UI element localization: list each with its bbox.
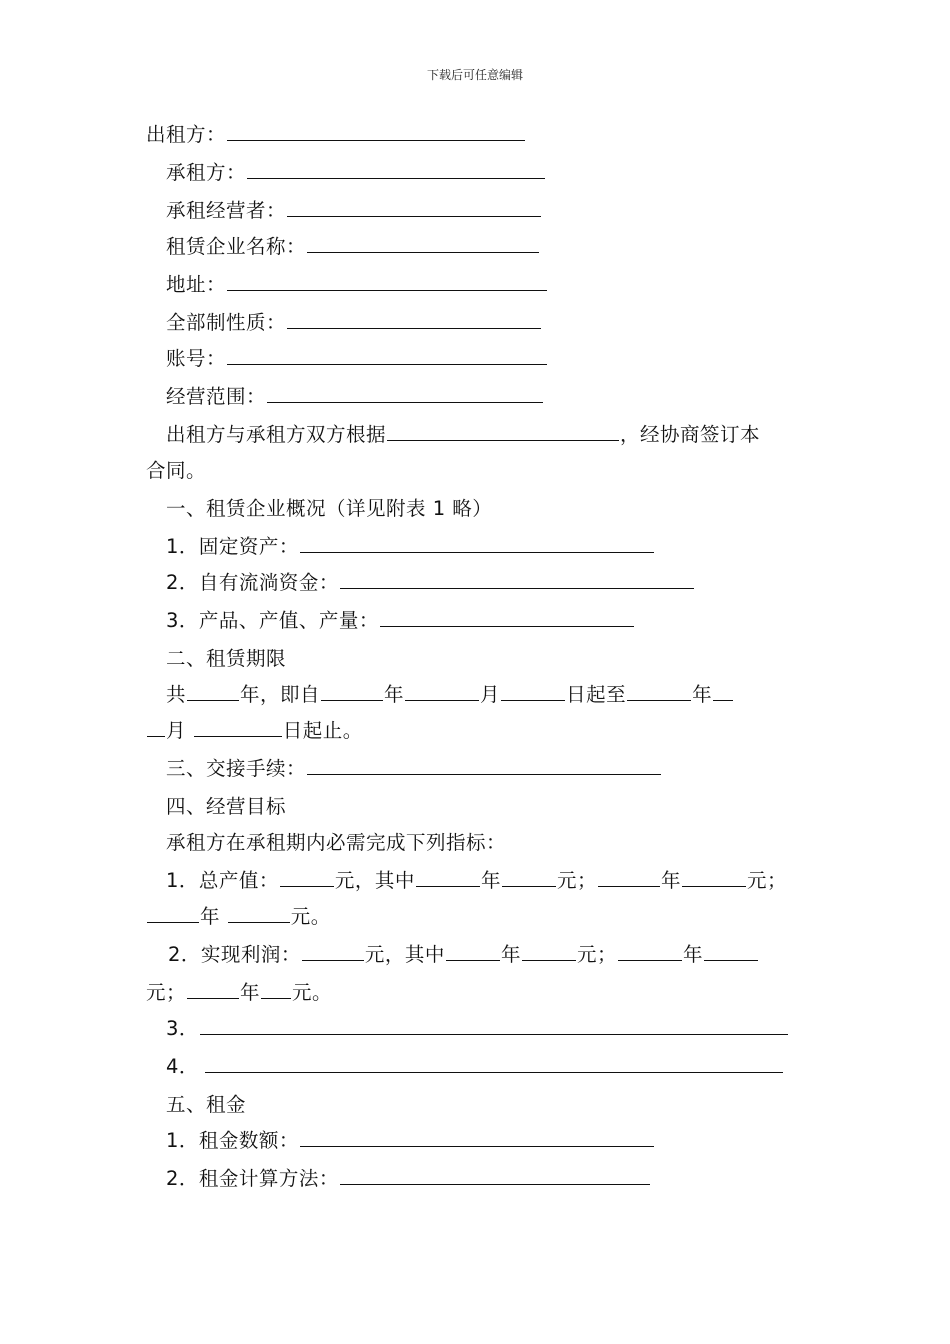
term-text-month: 月 — [480, 683, 501, 706]
working-capital-blank[interactable] — [340, 568, 694, 589]
profit-amount1-blank[interactable] — [522, 940, 576, 961]
section-5-heading: 五、租金 — [166, 1093, 247, 1116]
rent-amount-label: 1．租金数额： — [166, 1129, 299, 1152]
output-text-yuan2: 元； — [746, 869, 787, 892]
output-amount3-blank[interactable] — [228, 902, 290, 923]
rent-method-blank[interactable] — [340, 1164, 650, 1185]
scope-blank[interactable] — [267, 382, 543, 403]
end-month-blank-part1[interactable] — [713, 680, 733, 701]
target-3-line — [166, 1014, 789, 1044]
target-3-blank[interactable] — [200, 1014, 788, 1035]
profit-text-year2: 年 — [682, 943, 703, 966]
term-line-2 — [146, 716, 363, 746]
basis-line — [166, 420, 760, 450]
rent-amount-blank[interactable] — [300, 1126, 654, 1147]
address-blank[interactable] — [227, 270, 547, 291]
term-text-year: 年 — [384, 683, 405, 706]
rent-method-label: 2．租金计算方法： — [166, 1167, 339, 1190]
output-year2-blank[interactable] — [598, 866, 660, 887]
operator-line — [166, 196, 542, 226]
target-4-blank[interactable] — [205, 1052, 783, 1073]
output-text-year1: 年 — [480, 869, 501, 892]
lessor-line — [146, 120, 526, 150]
profit-text-yuan2: 元； — [146, 981, 187, 1004]
profit-amount3-blank[interactable] — [261, 978, 291, 999]
target-3-label: 3． — [166, 1017, 199, 1040]
start-year-blank[interactable] — [321, 680, 383, 701]
profit-year1-blank[interactable] — [446, 940, 500, 961]
profit-text-of-which: 元，其中 — [364, 943, 445, 966]
profit-amount2-blank[interactable] — [704, 940, 758, 961]
output-text-yuan3: 元。 — [290, 905, 331, 928]
company-name-label: 租赁企业名称： — [166, 235, 307, 258]
targets-intro: 承租方在承租期内必需完成下列指标： — [166, 831, 507, 854]
term-text-from: 年，即自 — [240, 683, 321, 706]
lessee-line — [166, 158, 546, 188]
account-blank[interactable] — [227, 344, 547, 365]
lessor-blank[interactable] — [227, 120, 525, 141]
scope-label: 经营范围： — [166, 385, 267, 408]
profit-total-blank[interactable] — [302, 940, 364, 961]
rent-amount-line — [166, 1126, 655, 1156]
operator-blank[interactable] — [287, 196, 541, 217]
start-month-blank[interactable] — [405, 680, 479, 701]
address-label: 地址： — [166, 273, 227, 296]
end-day-blank[interactable] — [194, 716, 282, 737]
products-label: 3．产品、产值、产量： — [166, 609, 379, 632]
term-text-total: 共 — [166, 683, 187, 706]
basis-text-end: ，经协商签订本 — [620, 423, 761, 446]
ownership-line — [166, 308, 542, 338]
basis-blank[interactable] — [387, 420, 619, 441]
profit-text-year1: 年 — [500, 943, 521, 966]
profit-line-2 — [146, 978, 332, 1008]
ownership-blank[interactable] — [287, 308, 541, 329]
account-line — [166, 344, 548, 374]
lessee-label: 承租方： — [166, 161, 247, 184]
profit-year3-blank[interactable] — [187, 978, 239, 999]
term-text-month-2: 月 — [166, 719, 187, 742]
term-years-blank[interactable] — [187, 680, 239, 701]
operator-label: 承租经营者： — [166, 199, 287, 222]
lessee-blank[interactable] — [247, 158, 545, 179]
fixed-assets-blank[interactable] — [300, 532, 654, 553]
target-4-label: 4． — [166, 1055, 199, 1078]
section-2-heading: 二、租赁期限 — [166, 647, 287, 670]
output-value-line-2 — [146, 902, 331, 932]
handover-label: 三、交接手续： — [166, 757, 307, 780]
products-line — [166, 606, 635, 636]
output-year3-blank[interactable] — [147, 902, 199, 923]
basis-text: 出租方与承租方双方根据 — [166, 423, 387, 446]
profit-text-yuan1: 元； — [576, 943, 617, 966]
output-text-of-which: 元，其中 — [334, 869, 415, 892]
output-text-year2: 年 — [660, 869, 681, 892]
output-value-label: 1．总产值： — [166, 869, 279, 892]
profit-line-1 — [168, 940, 759, 970]
working-capital-label: 2．自有流淌资金： — [166, 571, 339, 594]
output-value-line-1 — [166, 866, 787, 896]
output-text-yuan1: 元； — [556, 869, 597, 892]
handover-blank[interactable] — [307, 754, 661, 775]
profit-year2-blank[interactable] — [618, 940, 682, 961]
target-4-line — [166, 1052, 784, 1082]
profit-label: 2．实现利润： — [168, 943, 301, 966]
fixed-assets-label: 1．固定资产： — [166, 535, 299, 558]
fixed-assets-line — [166, 532, 655, 562]
products-blank[interactable] — [380, 606, 634, 627]
end-year-blank[interactable] — [627, 680, 691, 701]
account-label: 账号： — [166, 347, 227, 370]
company-name-line — [166, 232, 540, 262]
term-line-1 — [166, 680, 734, 710]
term-text-end: 日起止。 — [282, 719, 363, 742]
profit-text-yuan3: 元。 — [292, 981, 333, 1004]
output-text-year3: 年 — [200, 905, 221, 928]
output-amount1-blank[interactable] — [502, 866, 556, 887]
output-amount2-blank[interactable] — [682, 866, 746, 887]
working-capital-line — [166, 568, 695, 598]
rent-method-line — [166, 1164, 651, 1194]
page-header: 下载后可任意编辑 — [426, 68, 523, 82]
lessor-label: 出租方： — [146, 123, 227, 146]
section-4-heading: 四、经营目标 — [166, 795, 287, 818]
end-month-blank-part2[interactable] — [147, 716, 165, 737]
handover-line — [166, 754, 662, 784]
contract-line — [146, 456, 206, 486]
company-name-blank[interactable] — [307, 232, 539, 253]
section-1-heading: 一、租赁企业概况（详见附表 1 略） — [166, 497, 493, 520]
output-total-blank[interactable] — [280, 866, 334, 887]
ownership-label: 全部制性质： — [166, 311, 287, 334]
output-year1-blank[interactable] — [416, 866, 480, 887]
start-day-blank[interactable] — [501, 680, 565, 701]
scope-line — [166, 382, 544, 412]
contract-text: 合同。 — [146, 459, 207, 482]
address-line — [166, 270, 548, 300]
term-text-year-2: 年 — [692, 683, 713, 706]
profit-text-year3: 年 — [240, 981, 261, 1004]
term-text-until: 日起至 — [566, 683, 627, 706]
